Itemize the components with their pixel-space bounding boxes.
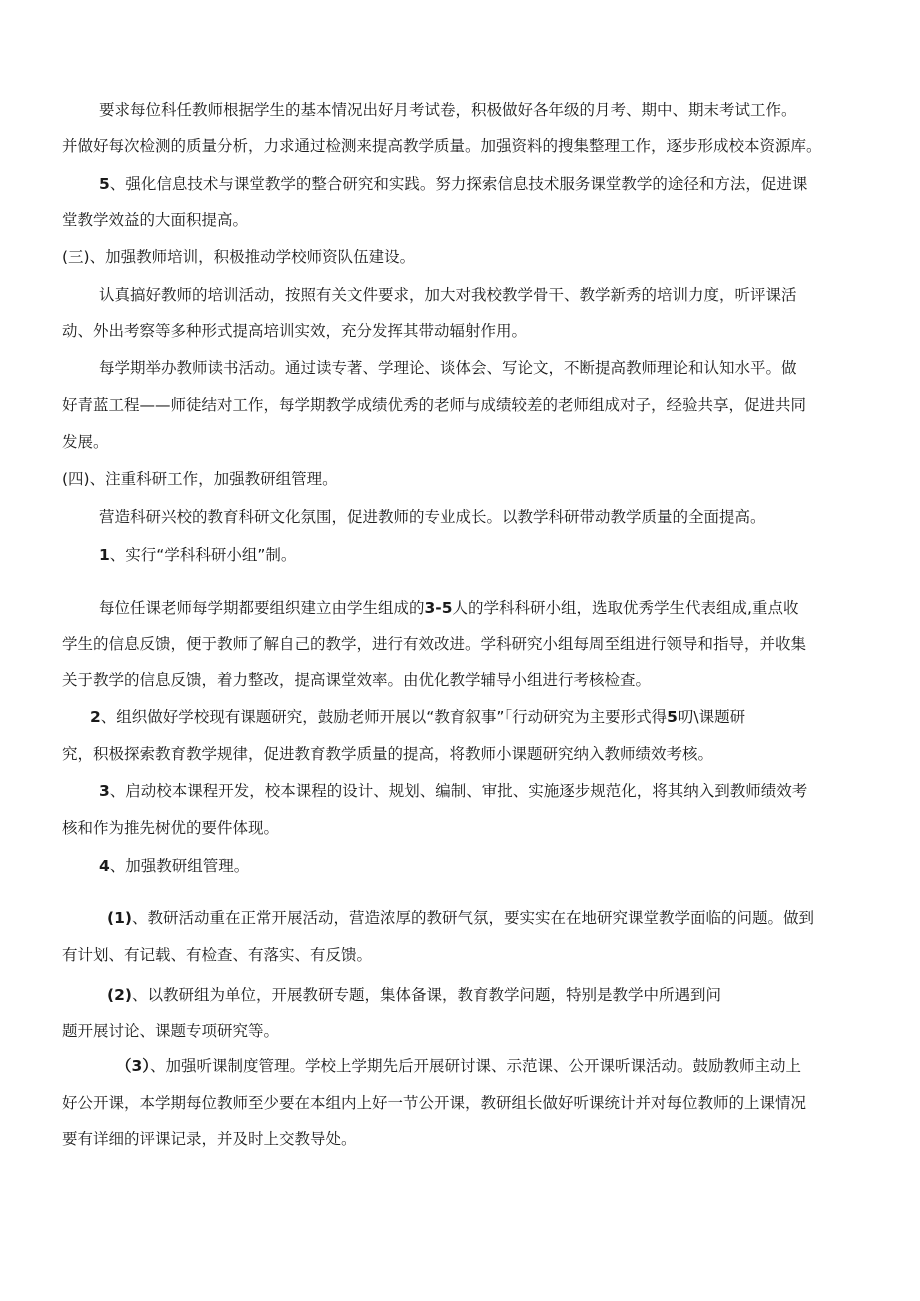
- text-segment: 每位任课老师每学期都要组织建立由学生组成的: [99, 599, 425, 617]
- section-heading: (四)、注重科研工作，加强教研组管理。: [62, 470, 338, 488]
- text-segment: 人的学科科研小组，选取优秀学生代表组成,重点收: [452, 599, 799, 617]
- item-number: 2: [90, 708, 101, 726]
- text-line: 要有详细的评课记录，并及时上交教导处。: [62, 1130, 357, 1148]
- text-segment: 、启动校本课程开发，校本课程的设计、规划、编制、审批、实施逐步规范化，将其纳入到教师绩效考: [109, 782, 808, 800]
- text-line: [99, 543, 296, 567]
- text-line: [107, 906, 814, 930]
- text-segment: 、实行“学科科研小组”制。: [109, 546, 297, 564]
- text-line: 有计划、有记载、有检查、有落实、有反馈。: [62, 946, 373, 964]
- item-number: （3）: [116, 1057, 151, 1075]
- item-number: (2): [107, 986, 132, 1004]
- text-line: 好青蓝工程——师徒结对工作，每学期教学成绩优秀的老师与成绩较差的老师组成对子，经验共享，促进共同: [62, 396, 807, 414]
- inline-number: 5: [667, 708, 678, 726]
- text-line: 好公开课，本学期每位教师至少要在本组内上好一节公开课，教研组长做好听课统计并对每位教师的上课情况: [62, 1094, 807, 1112]
- text-line: 认真搞好教师的培训活动，按照有关文件要求，加大对我校教学骨干、教学新秀的培训力度，听评课活: [99, 286, 797, 304]
- text-line: 题开展讨论、课题专项研究等。: [62, 1022, 280, 1040]
- text-line: 要求每位科任教师根据学生的基本情况出好月考试卷，积极做好各年级的月考、期中、期末考试工作。: [99, 101, 797, 119]
- text-line: 究，积极探索教育教学规律，促进教育教学质量的提高，将教师小课题研究纳入教师绩效考核。: [62, 745, 714, 763]
- text-line: [99, 854, 249, 878]
- text-line: 学生的信息反馈，便于教师了解自己的教学，进行有效改进。学科研究小组每周至组进行领导和指导，并收集: [62, 635, 807, 653]
- section-heading: (三)、加强教师培训，积极推动学校师资队伍建设。: [62, 248, 416, 266]
- text-line: [99, 596, 798, 620]
- text-segment: 、组织做好学校现有课题研究，鼓励老师开展以“教育叙事”「行动研究为主要形式得: [100, 708, 668, 726]
- number-range: 3-5: [424, 599, 453, 617]
- item-number: 5: [99, 175, 110, 193]
- text-segment: 、教研活动重在正常开展活动，营造浓厚的教研气氛，要实实在在地研究课堂教学面临的问题。做到: [131, 909, 814, 927]
- text-segment: 、加强教研组管理。: [109, 857, 250, 875]
- text-segment: 、以教研组为单位，开展教研专题，集体备课，教育教学问题，特别是教学中所遇到问: [131, 986, 721, 1004]
- text-line: 发展。: [62, 433, 109, 451]
- text-line: [99, 779, 807, 803]
- text-segment: 强化信息技术与课堂教学的整合研究和实践。努力探索信息技术服务课堂教学的途径和方法，促进课: [125, 175, 808, 193]
- item-number: 4: [99, 857, 110, 875]
- text-line: [107, 983, 721, 1007]
- text-line: [116, 1054, 801, 1078]
- item-number: 1: [99, 546, 110, 564]
- text-segment: 叨\课题研: [677, 708, 746, 726]
- text-line: [90, 705, 745, 729]
- text-line: 核和作为推先树优的要件体现。: [62, 819, 280, 837]
- text-segment: 、加强听课制度管理。学校上学期先后开展研讨课、示范课、公开课听课活动。鼓励教师主动上: [150, 1057, 802, 1075]
- text-line: 并做好每次检测的质量分析，力求通过检测来提高教学质量。加强资料的搜集整理工作，逐步形成校本资源库。: [62, 137, 822, 155]
- text-line: [99, 172, 807, 196]
- item-number: 3: [99, 782, 110, 800]
- text-line: 营造科研兴校的教育科研文化氛围，促进教师的专业成长。以教学科研带动教学质量的全面提高。: [99, 508, 766, 526]
- text-line: 堂教学效益的大面积提高。: [62, 211, 249, 229]
- text-line: 关于教学的信息反馈，着力整改，提高课堂效率。由优化教学辅导小组进行考核检查。: [62, 671, 652, 689]
- list-separator: 、: [109, 175, 126, 193]
- text-line: 动、外出考察等多种形式提高培训实效，充分发挥其带动辐射作用。: [62, 322, 528, 340]
- text-line: 每学期举办教师读书活动。通过读专著、学理论、谈体会、写论文，不断提高教师理论和认知水平。做: [99, 359, 797, 377]
- item-number: (1): [107, 909, 132, 927]
